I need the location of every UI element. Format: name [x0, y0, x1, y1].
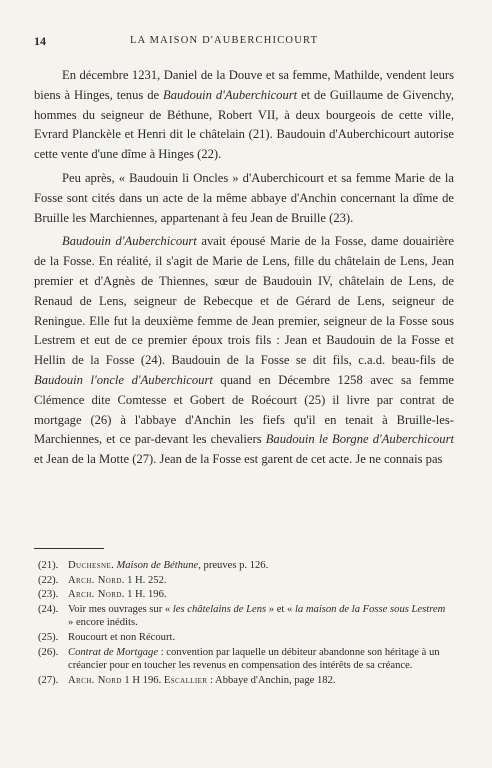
italic-text: Baudouin l'oncle d'Auberchicourt	[34, 372, 213, 387]
running-title: LA MAISON D'AUBERCHICOURT	[130, 35, 319, 46]
text-run: En décembre 1231, Daniel de la Douve et sa femme, Mathilde, vendent leurs biens à Hinges, tenus de	[34, 68, 454, 102]
text-run: : Abbaye d'Anchin, page 182.	[207, 674, 336, 686]
text-run: : convention par laquelle un débiteur abandonne son héritage à un créancier pour en toucher les revenus en compensation des intérêts de sa créance.	[68, 646, 440, 672]
body-text	[34, 66, 454, 470]
footnote-text	[68, 674, 452, 688]
footnote-separator	[34, 548, 104, 549]
text-run: et Jean de la Motte (27). Jean de la Fosse est garent de cet acte. Je ne connais pas	[34, 452, 443, 467]
paragraph	[34, 66, 454, 165]
footnote	[38, 588, 452, 602]
footnote-number: (21).	[38, 560, 59, 571]
footnote	[38, 646, 452, 673]
footnote-text	[68, 603, 452, 630]
page-number: 14	[34, 34, 46, 48]
small-caps-text: Arch. Nord	[68, 574, 122, 586]
italic-text: Baudouin d'Auberchicourt	[163, 87, 298, 102]
italic-text: Baudouin le Borgne d'Auberchicourt	[265, 432, 454, 447]
text-run: avait épousé Marie de la Fosse, dame douairière de la Fosse. En réalité, il s'agit de Marie de Lens, fille du châtelain de Lens, Jean premier et d'Agnès de Thiennes, sœur de Baudouin IV, châtelain de Lens, de Renaud de Lens, seigneur de Rebecque et de Gérard de Lens, seigneur de Reningue. Elle fut la deuxième femme de Jean premier, seigneur de la Fosse sous Lestrem et eut de ce premier époux trois fils : Jean et Baudouin de la Fosse et Hellin de la Fosse (24). Baudouin de la Fosse se dit fils, c.a.d. beau-fils de	[34, 234, 454, 368]
footnote	[38, 574, 452, 588]
text-run: Voir mes ouvrages sur «	[68, 603, 173, 615]
footnote-text	[68, 574, 452, 588]
text-run: , preuves p. 126.	[198, 560, 269, 571]
footnote-number: (22).	[38, 574, 59, 586]
small-caps-text: Arch. Nord	[68, 674, 122, 686]
italic-text: Maison de Béthune	[116, 560, 199, 571]
footnote-text	[68, 646, 452, 673]
text-run: quand en Décembre 1258 avec sa femme Clémence dite Comtesse et Gobert de Roécourt (25) il livre par contrat de mortgage (26) à l'abbaye d'Anchin les fiefs qu'il en tenait à Bruille-les-Marchiennes, et ce par-devant les chevaliers	[34, 372, 454, 447]
footnote-number: (23).	[38, 589, 59, 601]
text-run: . 1 H. 196.	[121, 589, 167, 601]
text-run: .	[111, 560, 117, 571]
page-header	[34, 34, 452, 48]
italic-text: la maison de la Fosse sous Lestrem	[294, 603, 446, 615]
italic-text: Baudouin d'Auberchicourt	[62, 234, 197, 249]
footnote-number: (27).	[38, 674, 59, 686]
footnote-text	[68, 631, 452, 645]
text-run: » encore inédits.	[68, 617, 138, 629]
small-caps-text: Duchesne	[68, 560, 112, 571]
footnote	[38, 603, 452, 630]
footnotes	[38, 559, 452, 688]
small-caps-text: Arch. Nord	[68, 589, 122, 601]
footnote-text	[68, 559, 452, 573]
text-run: et de Guillaume de Givenchy, hommes du seigneur de Béthune, Robert VII, à deux bourgeois de cette ville, Evrard Planckèle et Henri dit le châtelain (21). Baudouin d'Auberchicourt autorise cette vente d'une dîme à Hinges (22).	[34, 87, 454, 162]
text-run: » et «	[266, 603, 295, 615]
paragraph	[34, 169, 454, 228]
paragraph	[34, 232, 454, 470]
footnote-text	[68, 588, 452, 602]
text-run: Peu après, « Baudouin li Oncles » d'Auberchicourt et sa femme Marie de la Fosse sont cités dans un acte de la même abbaye d'Anchin concernant la dîme de Bruille les Marchiennes, appartenant à feu Jean de Bruille (23).	[34, 170, 454, 225]
text-run: . 1 H. 252.	[121, 574, 167, 586]
footnote-number: (24).	[38, 603, 59, 615]
footnote-number: (26).	[38, 646, 59, 658]
text-run: 1 H 196.	[121, 674, 164, 686]
footnote	[38, 559, 452, 573]
small-caps-text: Escallier	[163, 674, 208, 686]
footnote-number: (25).	[38, 631, 59, 643]
footnote	[38, 631, 452, 645]
text-run: Roucourt et non Récourt.	[68, 631, 176, 643]
italic-text: Contrat de Mortgage	[68, 646, 159, 658]
italic-text: les châtelains de Lens	[172, 603, 267, 615]
footnote	[38, 674, 452, 688]
